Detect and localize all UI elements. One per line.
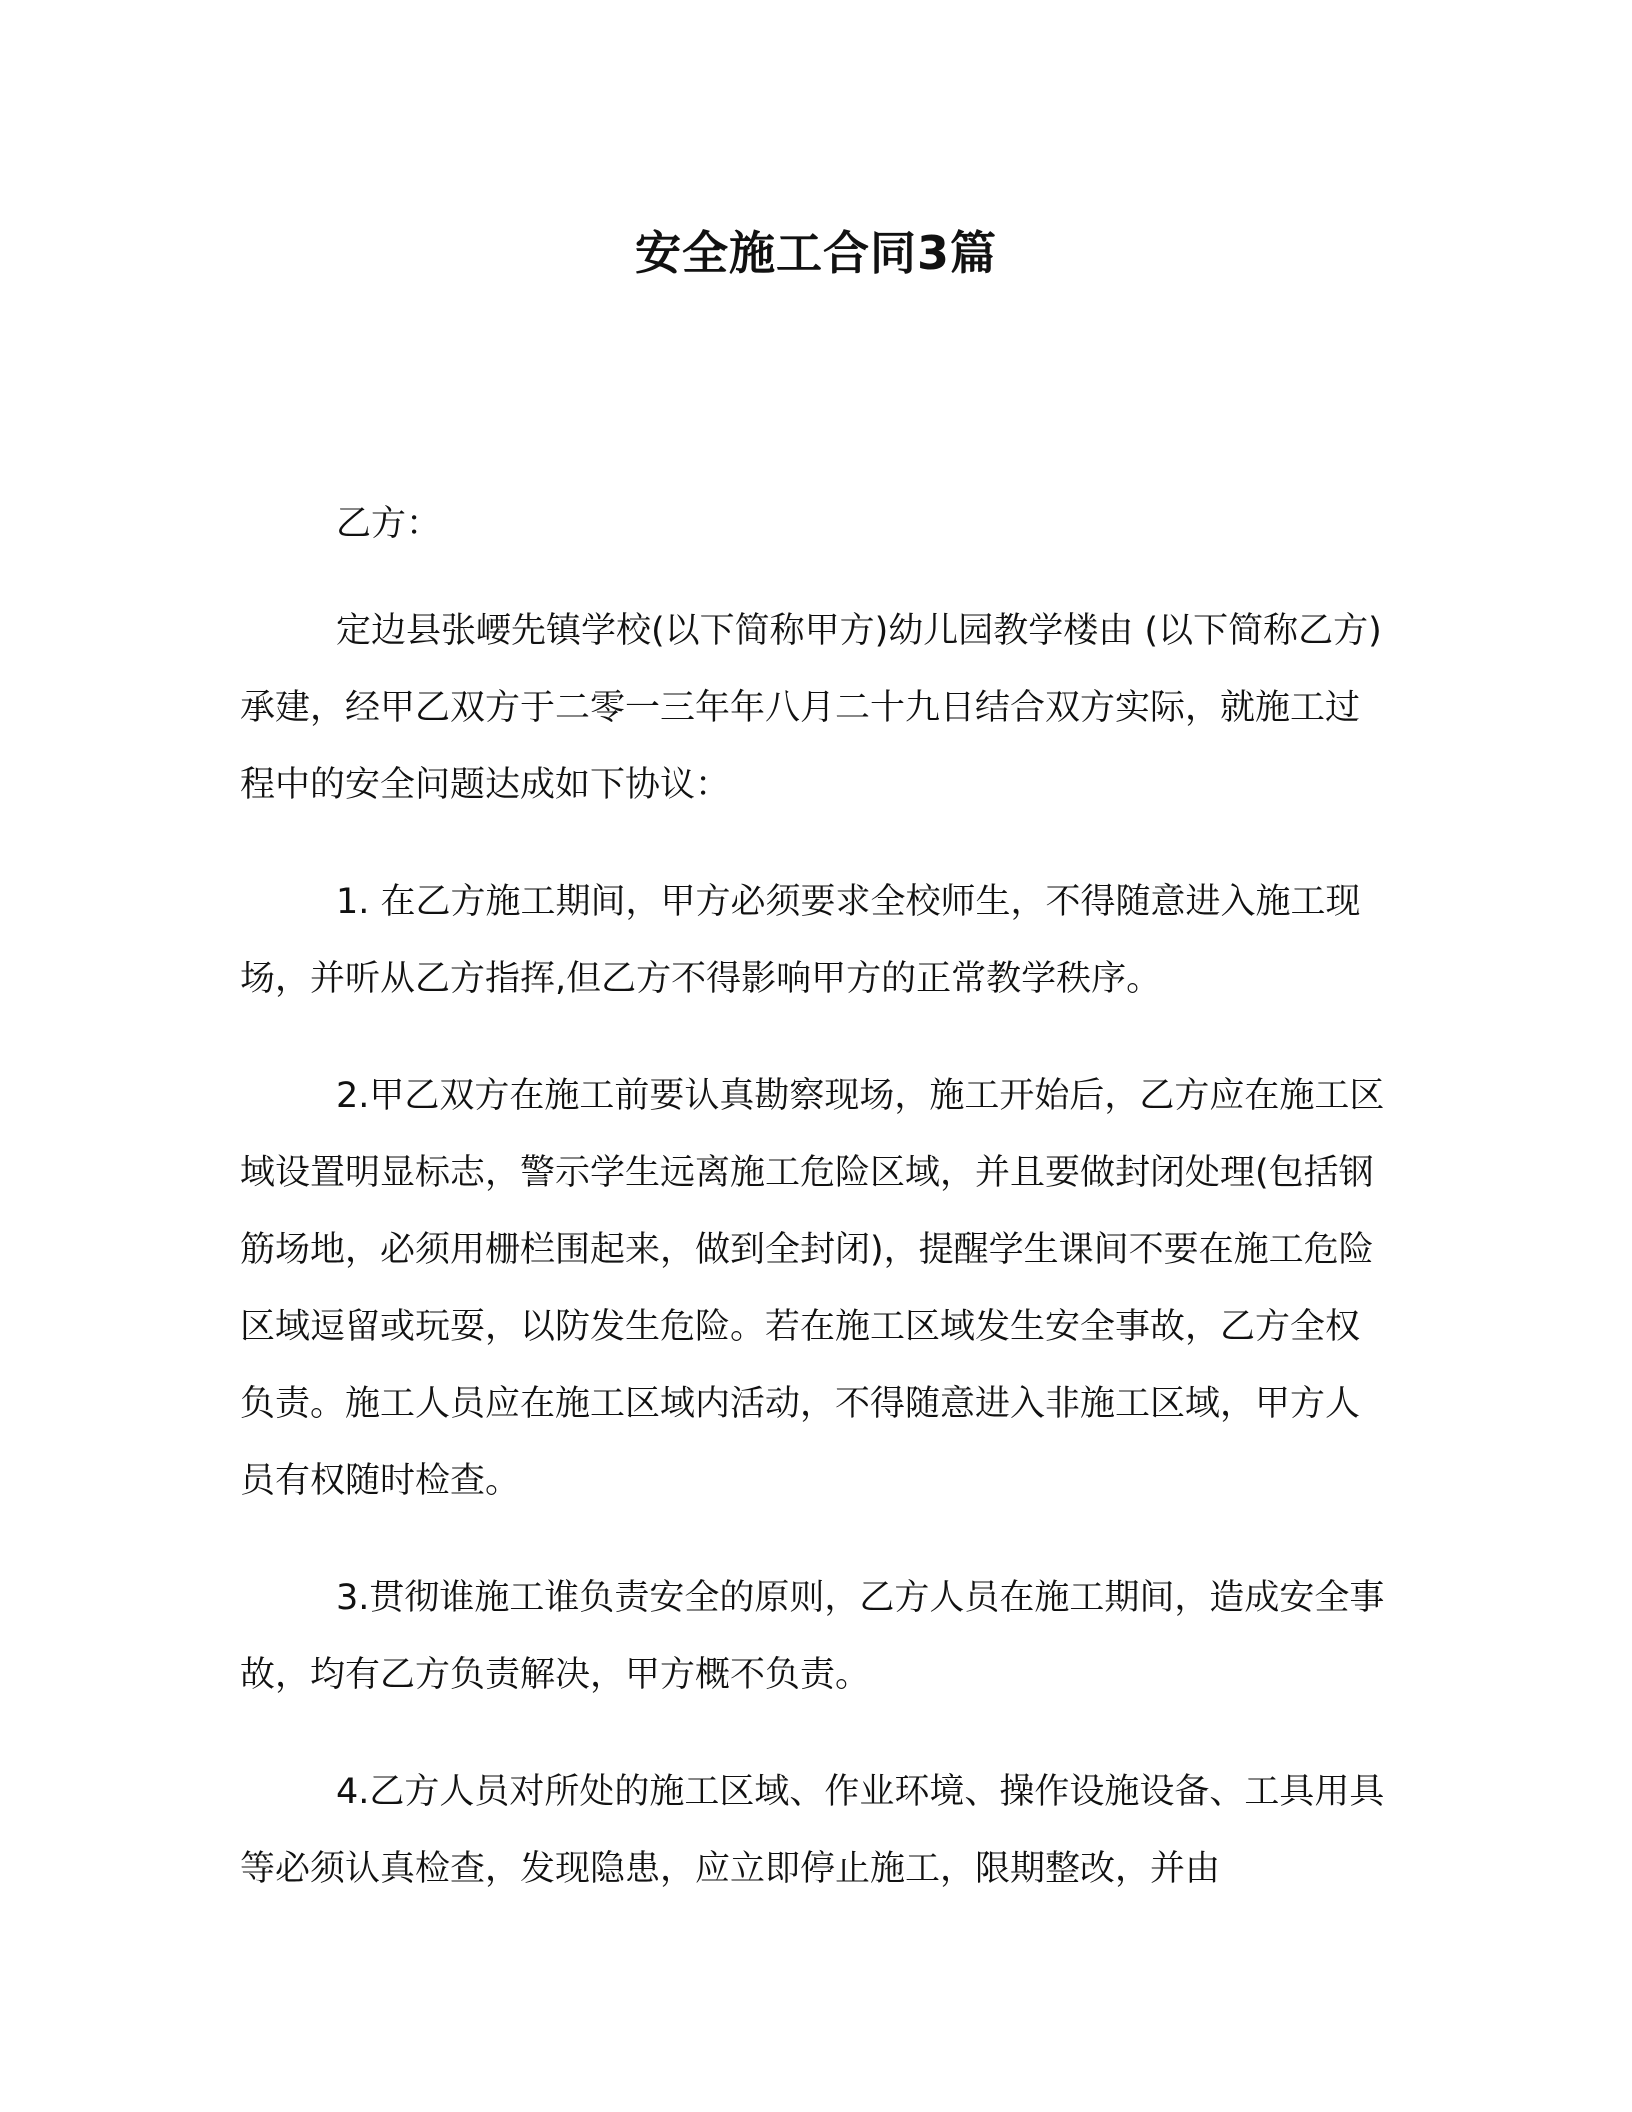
document-title: 安全施工合同3篇 bbox=[634, 226, 997, 280]
document-body bbox=[240, 486, 1392, 1948]
paragraph-clause-2: 2.甲乙双方在施工前要认真勘察现场，施工开始后，乙方应在施工区域设置明显标志，警示学生远离施工危险区域，并且要做封闭处理(包括钢筋场地，必须用栅栏围起来，做到全封闭)，提醒学生课间不要在施工危险区域逗留或玩耍，以防发生危险。若在施工区域发生安全事故，乙方全权负责。施工人员应在施工区域内活动，不得随意进入非施工区域，甲方人员有权随时检查。 bbox=[240, 1076, 1385, 1501]
paragraph-intro: 定边县张崾先镇学校(以下简称甲方)幼儿园教学楼由 (以下简称乙方)承建，经甲乙双方于二零一三年年八月二十九日结合双方实际，就施工过程中的安全问题达成如下协议： bbox=[240, 611, 1382, 805]
paragraph-clause-1: 1. 在乙方施工期间，甲方必须要求全校师生，不得随意进入施工现场，并听从乙方指挥,但乙方不得影响甲方的正常教学秩序。 bbox=[240, 882, 1361, 999]
salutation: 乙方： bbox=[336, 504, 442, 544]
paragraph-clause-3: 3.贯彻谁施工谁负责安全的原则，乙方人员在施工期间，造成安全事故，均有乙方负责解决，甲方概不负责。 bbox=[240, 1578, 1385, 1695]
paragraph-clause-4: 4.乙方人员对所处的施工区域、作业环境、操作设施设备、工具用具等必须认真检查，发现隐患，应立即停止施工，限期整改，并由 bbox=[240, 1772, 1385, 1889]
